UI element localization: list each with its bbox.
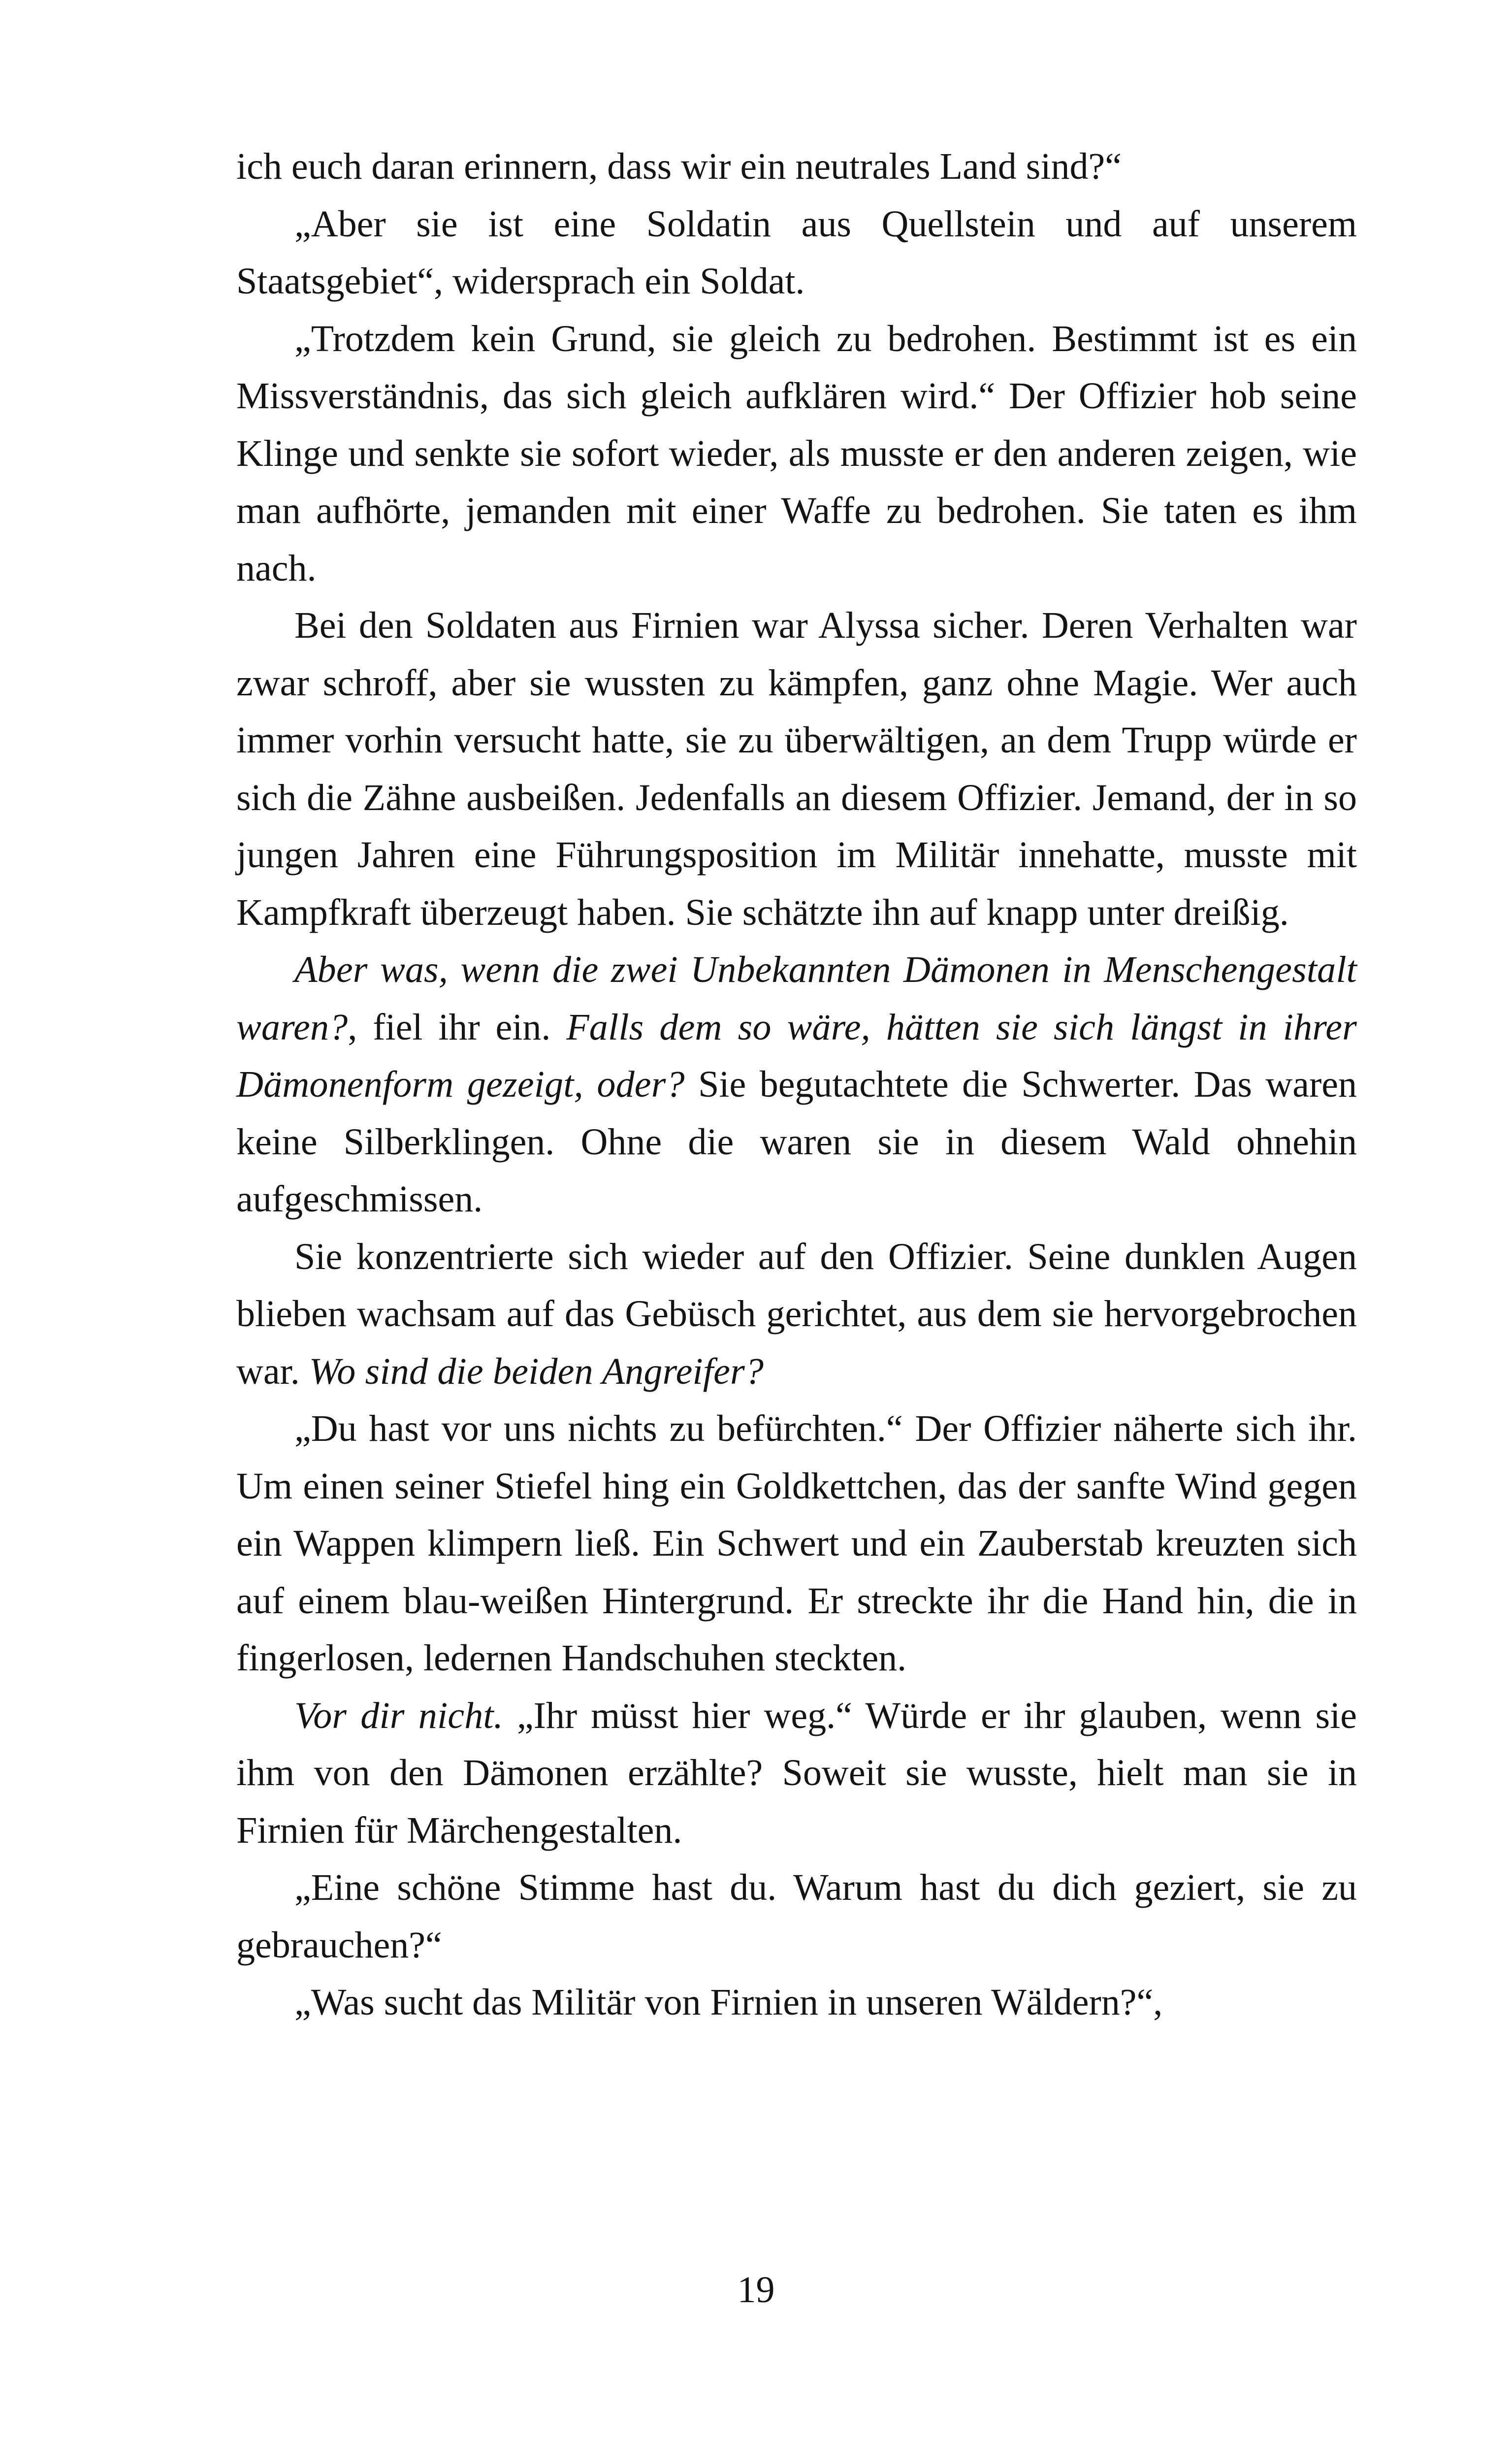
paragraph-text: Sie begutachtete die Schwerter. Das waren keine Silberklingen. Ohne die waren sie in diesem Wald ohnehin aufgeschmissen. [236,1064,1357,1220]
paragraph-text: , fiel ihr ein. [348,1006,567,1048]
paragraph-text: „Was sucht das Militär von Firnien in unseren Wäldern?“, [294,1982,1163,2023]
italic-thought-text: Wo sind die beiden Angreifer? [309,1350,764,1392]
paragraph [236,195,1357,310]
paragraph-text: „Ihr müsst hier weg.“ Würde er ihr glauben, wenn sie ihm von den Dämonen erzählte? Soweit sie wusste, hielt man sie in Firnien für Märchengestalten. [236,1694,1357,1851]
body-text [236,138,1357,2031]
paragraph [236,1974,1357,2031]
paragraph [236,1859,1357,1974]
paragraph [236,941,1357,1228]
paragraph [236,1400,1357,1687]
page-number: 19 [737,2269,775,2311]
paragraph-text: Bei den Soldaten aus Firnien war Alyssa sicher. Deren Verhalten war zwar schroff, aber sie wussten zu kämpfen, ganz ohne Magie. Wer auch immer vorhin versucht hatte, sie zu überwältigen, an dem Trupp würde er sich die Zähne ausbeißen. Jedenfalls an diesem Offizier. Jemand, der in so jungen Jahren eine Führungsposition im Militär innehatte, musste mit Kampfkraft überzeugt haben. Sie schätzte ihn auf knapp unter dreißig. [236,605,1357,933]
paragraph-text: „Trotzdem kein Grund, sie gleich zu bedrohen. Bestimmt ist es ein Missverständnis, das sich gleich aufklären wird.“ Der Offizier hob seine Klinge und senkte sie sofort wieder, als musste er den anderen zeigen, wie man aufhörte, jemanden mit einer Waffe zu bedrohen. Sie taten es ihm nach. [236,318,1357,589]
paragraph [236,597,1357,941]
paragraph-text: ich euch daran erinnern, dass wir ein neutrales Land sind?“ [236,146,1122,187]
paragraph-text: „Du hast vor uns nichts zu befürchten.“ Der Offizier näherte sich ihr. Um einen seiner Stiefel hing ein Goldkettchen, das der sanfte Wind gegen ein Wappen klimpern ließ. Ein Schwert und ein Zauberstab kreuzten sich auf einem blau-weißen Hintergrund. Er streckte ihr die Hand hin, die in fingerlosen, ledernen Handschuhen steckten. [236,1408,1357,1679]
paragraph [236,310,1357,597]
italic-thought-text: Falls dem so wäre, hätten sie sich längst in ihrer Dämonenform gezeigt, oder? [236,1006,1357,1105]
paragraph [236,1687,1357,1859]
paragraph-text: „Aber sie ist eine Soldatin aus Quellstein und auf unserem Staatsgebiet“, widersprach ein Soldat. [236,203,1357,302]
paragraph-text: „Eine schöne Stimme hast du. Warum hast du dich geziert, sie zu gebrauchen?“ [236,1867,1357,1966]
paragraph [236,138,1357,195]
italic-thought-text: Vor dir nicht. [294,1694,503,1736]
paragraph [236,1228,1357,1401]
paragraph-text: Sie konzentrierte sich wieder auf den Offizier. Seine dunklen Augen blieben wachsam auf das Gebüsch gerichtet, aus dem sie hervorgebrochen war. [236,1236,1357,1392]
italic-thought-text: Aber was, wenn die zwei Unbekannten Dämonen in Menschengestalt waren? [236,949,1357,1048]
page-content [236,138,1357,2031]
